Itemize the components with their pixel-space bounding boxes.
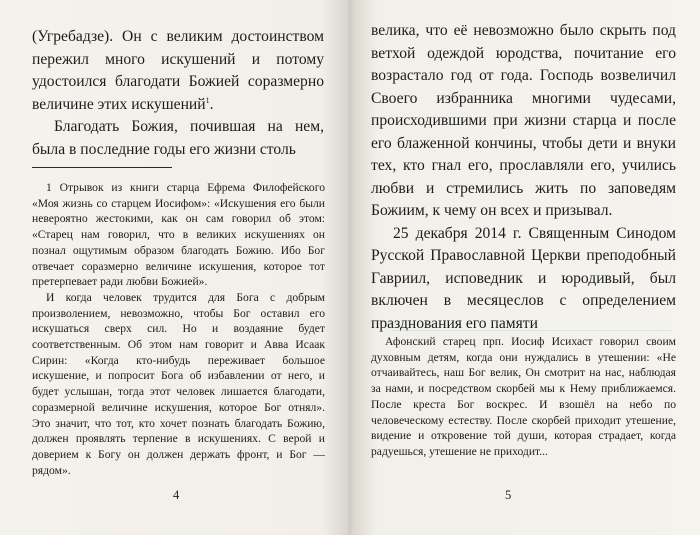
page-number-left: 4 [173,488,180,502]
right-quote-block [371,334,676,460]
right-paragraph-2: 25 декабря 2014 г. Священным Синодом Русской Православной Церкви преподобный Гавриил, исповедник и юродивый, был включен в месяцеслов с определением празднования его памяти [371,224,676,332]
footnote-paragraph-2: И когда человек трудится для Бога с добрым произволением, невозможно, чтобы Бог оставил его искушаться сверх сил. Но и воздаяние будет соответственным. Об этом нам говорит и Авва Исаак Сирин: «Когда кто-нибудь переживает большое искушение, и попросит Бога об избавлении от него, и будет услышан, тогда этот человек лишается благодати, соразмерной величине искушения, которое Бог отнял». Это значит, что тот, кто хочет познать благодать Божию, должен проявлять терпение в искушениях. С верой и доверием к Богу он должен держать фронт, и Бог — рядом». [32,290,325,477]
right-page [351,0,700,535]
left-main-text [32,26,324,161]
footnote-paragraph-1-text: Отрывок из книги старца Ефрема Филофейского «Моя жизнь со старцем Иосифом»: «Искушения его были невероятно жестокими, как он сам говорил об этом: «Старец нам говорил, что в великих искушениях он познал ощутимым образом благодать Божию. Ибо Бог отвечает соразмерно величине искушения, которое тот претерпевает ради любви Божией». [32,181,325,289]
right-paragraph-1: велика, что её невозможно было скрыть под ветхой одеждой юродства, почитание его возрастало год от года. Господь возвеличил Своего избранника многими чудесами, происходившими при жизни старца и после его блаженной кончины, чтобы дети и внуки тех, кто гнал его, прославляли его, учились любви и стремились жить по заповедям Божиим, к чему он всех и призывал. [371,22,676,219]
quote-paragraph: Афонский старец прп. Иосиф Исихаст говорил своим духовным детям, когда они нуждались в утешении: «Не отчаивайтесь, наш Бог велик, Он смотрит на нас, наблюдая за нами, и посредством скорбей мы к Нему приближаемся. После креста Бог воскрес. И взошёл на небо по человеческому естеству. После скорбей приходит утешение, видение и откровение той души, которая страдает, когда радуешься, утешение не приходит... [371,335,676,458]
footnote-paragraph-1 [32,180,325,290]
left-paragraph-2: Благодать Божия, почившая на нем, была в последние годы его жизни столь [32,118,324,158]
footnote-marker: 1 [46,181,52,194]
footnote-reference[interactable]: 1 [205,95,210,105]
left-footnote [32,180,325,478]
right-main-text [371,20,676,335]
left-paragraph-1-text: (Угребадзе). Он с великим достоинством пережил много искушений и потому удостоился благодати Божией соразмерно величине этих искушений [32,28,324,113]
footnote-divider [32,167,172,168]
left-page [0,0,349,535]
left-paragraph-1: (Угребадзе). Он с великим достоинством пережил много искушений и потому удостоился благодати Божией соразмерно величине этих искушений$^1$. [32,28,324,113]
page-number-right: 5 [505,488,512,502]
